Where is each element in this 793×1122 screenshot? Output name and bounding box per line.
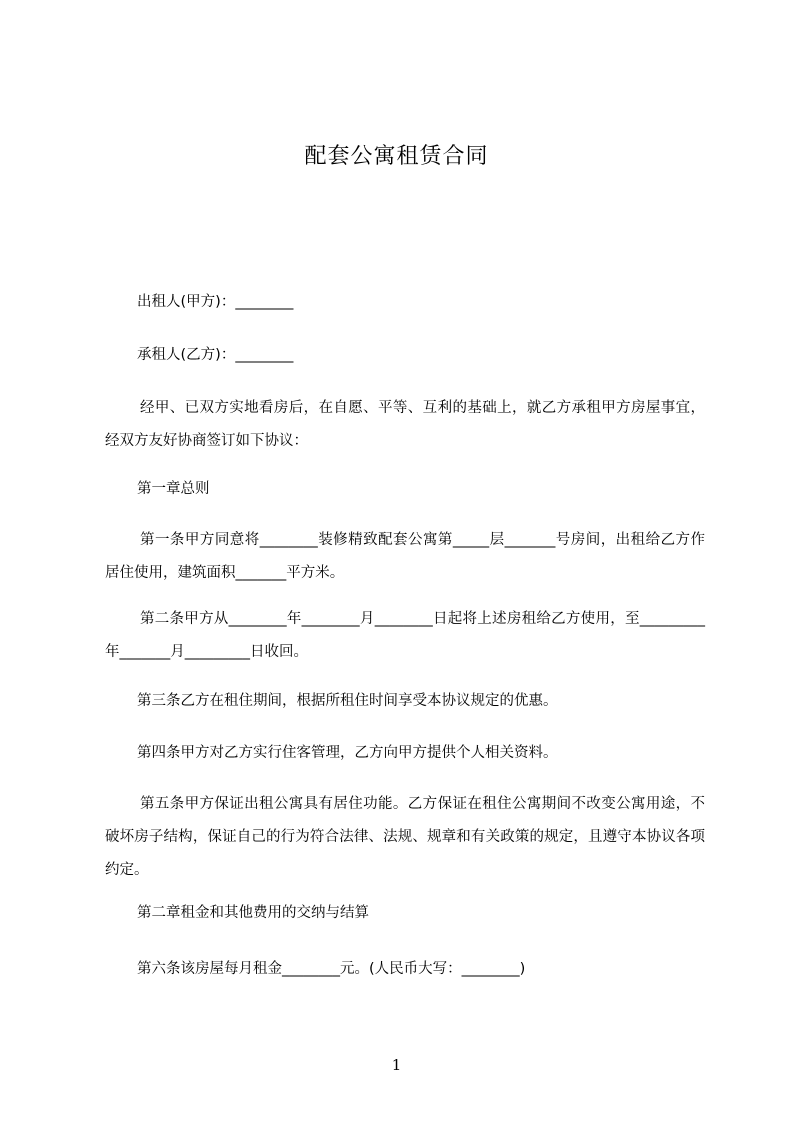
article-1-paragraph: 第一条甲方同意将________装修精致配套公寓第_____层_______号房间，出租给乙方作居住使用，建筑面积_______平方米。 <box>105 532 705 581</box>
article-3-paragraph: 第三条乙方在租住期间，根据所租住时间享受本协议规定的优惠。 <box>137 693 558 709</box>
page-number: 1 <box>391 1056 402 1074</box>
article-2-paragraph: 第二条甲方从________年________月________日起将上述房租给乙方使用，至_________年_______月_________日收回。 <box>105 611 705 660</box>
article-4-paragraph: 第四条甲方对乙方实行住客管理，乙方向甲方提供个人相关资料。 <box>137 745 558 761</box>
chapter-1-heading: 第一章总则 <box>137 481 210 497</box>
lessee-line: 承租人(乙方)：________ <box>137 347 294 363</box>
preamble-paragraph: 经甲、已双方实地看房后，在自愿、平等、互利的基础上，就乙方承租甲方房屋事宜，经双方友好协商签订如下协议： <box>105 400 705 449</box>
chapter-2-heading: 第二章租金和其他费用的交纳与结算 <box>137 905 369 921</box>
lessor-line: 出租人(甲方)：________ <box>137 294 294 310</box>
article-5-paragraph: 第五条甲方保证出租公寓具有居住功能。乙方保证在租住公寓期间不改变公寓用途，不破坏房子结构，保证自己的行为符合法律、法规、规章和有关政策的规定，且遵守本协议各项约定。 <box>105 796 705 878</box>
article-6-paragraph: 第六条该房屋每月租金________元。(人民币大写：________) <box>137 961 526 977</box>
document-title: 配套公寓租赁合同 <box>304 144 489 169</box>
